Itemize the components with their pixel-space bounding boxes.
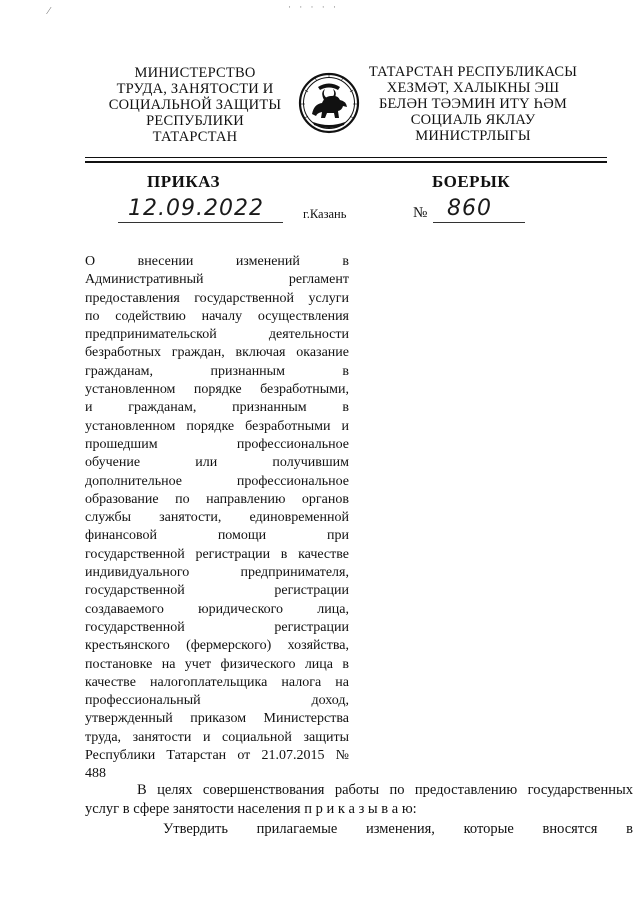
subject-line: государственной регистрации в качестве [85,546,349,562]
subject-line: государственной регистрации [85,583,349,599]
order-title-ru: ПРИКАЗ [147,172,220,191]
subject-line: крестьянского (фермерского) хозяйства, [85,638,349,654]
subject-line: образование по направлению органов [85,491,349,507]
body-line: услуг в сфере занятости населения п р и к а з ы в а ю: [85,801,417,817]
subject-line: гражданам, признанным в [85,363,349,379]
ministry-name-tt-line: СОЦИАЛЬ ЯКЛАУ [410,112,536,128]
subject-line: Республики Татарстан от 21.07.2015 № [85,748,349,764]
subject-line: 488 [85,766,106,782]
subject-line: государственной регистрации [85,619,349,635]
ministry-name-ru-line: ТРУДА, ЗАНЯТОСТИ И [116,81,274,97]
ministry-name-ru-line: СОЦИАЛЬНОЙ ЗАЩИТЫ [108,97,282,113]
order-subject [85,253,349,784]
subject-line: труда, занятости и социальной защиты [85,729,349,745]
subject-line: обучение или получившим [85,455,349,471]
ministry-name-ru-line: ТАТАРСТАН [152,129,238,145]
subject-line: утвержденный приказом Министерства [85,711,349,727]
subject-line: прошедшим профессиональное [85,436,349,452]
subject-line: постановке на учет физического лица в [85,656,349,672]
subject-line: профессиональный доход, [85,693,349,709]
tatarstan-coat-of-arms-icon [298,70,360,136]
body-line: Утвердить прилагаемые изменения, которые вносятся в [163,821,633,837]
subject-line: установленном порядке безработными и [85,418,349,434]
date-underline [118,222,283,223]
ministry-name-ru-line: МИНИСТЕРСТВО [134,65,256,81]
ministry-name-ru [95,65,295,145]
scan-mark: ⁄ [48,6,50,17]
subject-line: финансовой помощи при [85,528,349,544]
scan-mark-dots: · · · · · [288,2,339,12]
ministry-name-tt-line: ХЕЗМӘТ, ХАЛЫКНЫ ЭШ [386,80,560,96]
subject-line: создаваемого юридического лица, [85,601,349,617]
subject-line: индивидуального предпринимателя, [85,565,349,581]
body-line: В целях совершенствования работы по предоставлению государственных [137,782,633,798]
subject-line: предоставления государственной услуги [85,290,349,306]
header-divider [85,161,607,163]
subject-line: и гражданам, признанным в [85,400,349,416]
order-date: 12.09.2022 [128,196,264,221]
subject-line: О внесении изменений в [85,254,349,269]
subject-line: службы занятости, единовременной [85,510,349,526]
subject-line: по содействию началу осуществления [85,308,349,324]
subject-line: дополнительное профессиональное [85,473,349,489]
order-city: г.Казань [303,207,347,221]
subject-line: Административный регламент [85,272,349,288]
ministry-name-tt-line: БЕЛӘН ТӘЭМИН ИТҮ ҺӘМ [379,96,567,112]
subject-line: безработных граждан, включая оказание [85,345,349,361]
subject-line: качестве налогоплательщика налога на [85,674,349,690]
ministry-name-tt-line: МИНИСТРЛЫГЫ [415,128,531,144]
body-paragraph [85,820,633,839]
number-underline [433,222,525,223]
ministry-name-tt [368,64,578,144]
number-sign: № [413,205,428,221]
order-number: 860 [447,196,492,221]
ministry-name-ru-line: РЕСПУБЛИКИ [146,113,244,129]
order-title-tt: БОЕРЫК [432,172,511,191]
ministry-name-tt-line: ТАТАРСТАН РЕСПУБЛИКАСЫ [368,64,578,80]
body-paragraph [85,781,633,819]
header-divider [85,157,607,158]
subject-line: установленном порядке безработными, [85,382,349,398]
subject-line: предпринимательской деятельности [85,327,349,343]
